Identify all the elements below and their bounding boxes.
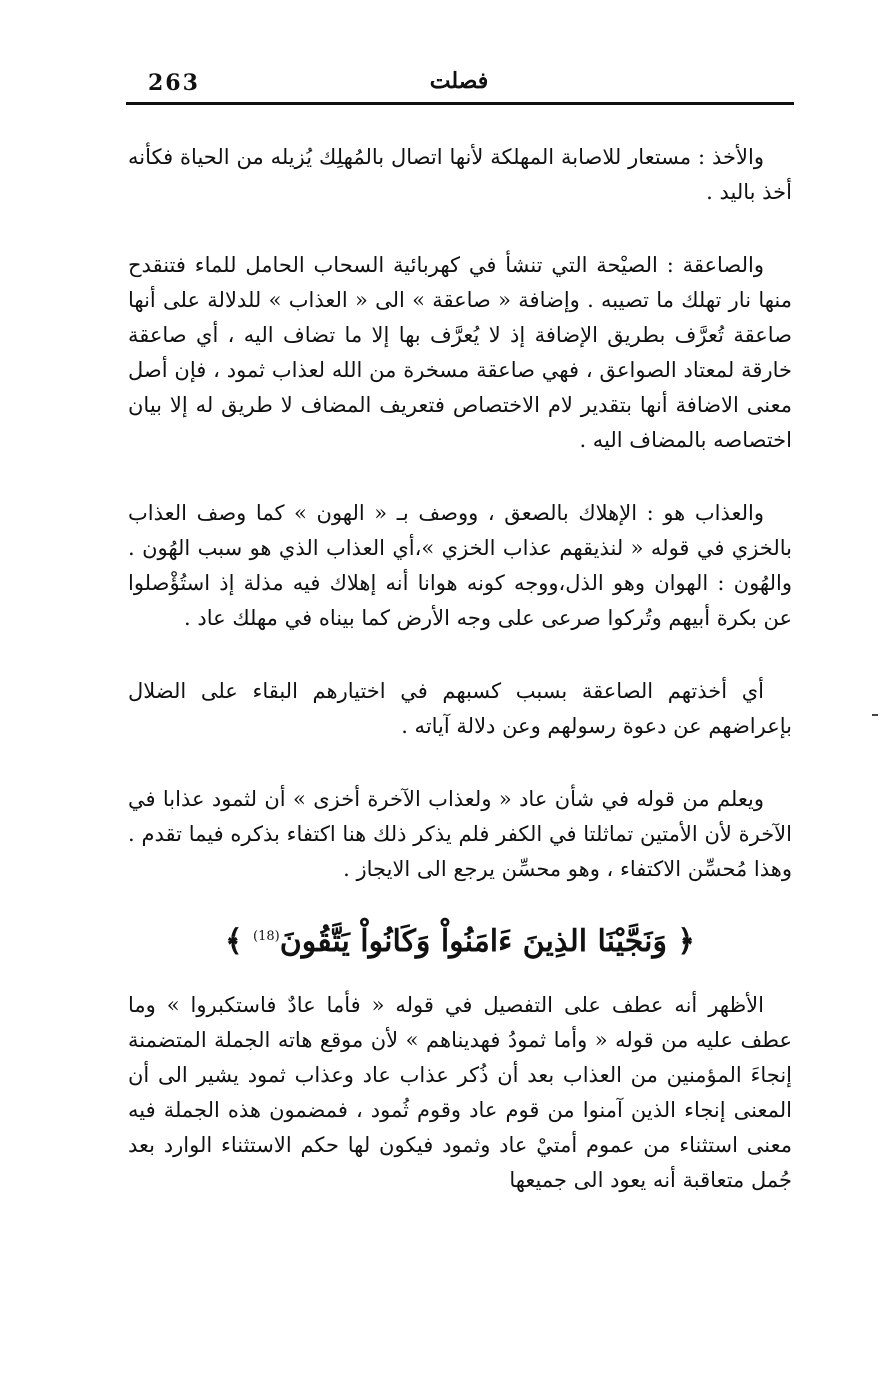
paragraph-gap: [128, 744, 792, 782]
paragraph-adhab: والعذاب هو : الإهلاك بالصعق ، ووصف بـ « الهون » كما وصف العذاب بالخزي في قوله « لنذيقهم عذاب الخزي »،أي العذاب الذي هو سبب الهُون . والهُون : الهوان وهو الذل،ووجه كونه هوانا أنه إهلاك فيه مذلة إذ استُؤْصلوا عن بكرة أبيهم وتُركوا صرعى على وجه الأرض كما بيناه في مهلك عاد .: [128, 501, 792, 630]
verse-close-brace: ﴾: [225, 924, 243, 959]
quran-verse: [128, 915, 792, 964]
paragraph-gap: [128, 210, 792, 248]
page-number: 263: [148, 70, 200, 96]
paragraph-saiqa: والصاعقة : الصيْحة التي تنشأ في كهربائية السحاب الحامل للماء فتنقدح منها نار تهلك ما تصيبه . وإضافة « صاعقة » الى « العذاب » للدلالة على أنها صاعقة تُعرَّف بطريق الإضافة إذ لا يُعرَّف بها إلا ما تضاف اليه ، أي صاعقة خارقة لمعتاد الصواعق ، فهي صاعقة مسخرة من الله لعذاب ثمود ، فإن أصل معنى الاضافة أنها بتقدير لام الاختصاص فتعريف المضاف لا طريق له إلا بيان اختصاصه بالمضاف اليه .: [128, 253, 792, 452]
header-rule: [126, 102, 794, 105]
margin-mark: [872, 714, 878, 716]
paragraph-yuelam: ويعلم من قوله في شأن عاد « ولعذاب الآخرة أخزى » أن لثمود عذابا في الآخرة لأن الأمتين تماثلتا في الكفر فلم يذكر ذلك هنا اكتفاء بذكره فيما تقدم . وهذا مُحسِّن الاكتفاء ، وهو محسِّن يرجع الى الايجاز .: [128, 787, 792, 881]
verse-number: (18): [253, 929, 280, 944]
body-text: [128, 140, 792, 1198]
page-header: [126, 62, 792, 102]
paragraph-gap: [128, 458, 792, 496]
verse-open-brace: ﴿: [677, 924, 695, 959]
paragraph-gap: [128, 636, 792, 674]
verse-text: وَنَجَّيْنَا الذِينَ ءَامَنُواْ وَكَانُواْ يَتَّقُونَ: [279, 924, 667, 959]
paragraph-akhdh: والأخذ : مستعار للاصابة المهلكة لأنها اتصال بالمُهلِك يُزيله من الحياة فكأنه أخذ باليد .: [128, 145, 792, 204]
paragraph-akhadhathum: أي أخذتهم الصاعقة بسبب كسبهم في اختيارهم البقاء على الضلال بإعراضهم عن دعوة رسولهم وعن دلالة آياته .: [128, 679, 792, 738]
chapter-title: فصلت: [429, 68, 489, 94]
paragraph-commentary: الأظهر أنه عطف على التفصيل في قوله « فأما عادٌ فاستكبروا » وما عطف عليه من قوله « وأما ثمودُ فهديناهم » لأن موقع هاته الجملة المتضمنة إنجاءَ المؤمنين من العذاب بعد أن ذُكر عذاب عاد وعذاب ثمود يشير الى أن المعنى إنجاء الذين آمنوا من قوم عاد وقوم ثُمود ، فمضمون هذه الجملة فيه معنى استثناء من عموم أمتيْ عاد وثمود فيكون لها حكم الاستثناء الوارد بعد جُمل متعاقبة أنه يعود الى جميعها: [128, 993, 792, 1192]
